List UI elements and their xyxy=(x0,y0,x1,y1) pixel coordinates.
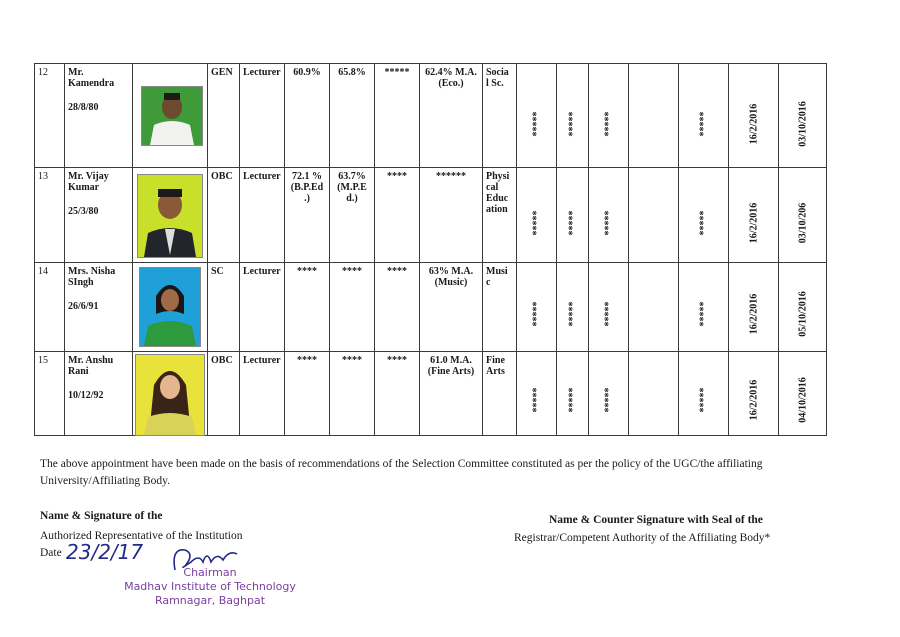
serial-number: 14 xyxy=(35,263,65,352)
date-cell xyxy=(729,64,779,168)
stamp-institute: Madhav Institute of Technology xyxy=(124,580,296,593)
name-cell xyxy=(65,64,133,168)
stars-cell xyxy=(517,64,557,168)
date-cell xyxy=(779,64,827,168)
photo-cell xyxy=(133,263,208,352)
appointment-date: 16/2/2016 xyxy=(748,103,759,145)
stars: ***** xyxy=(698,210,709,236)
left-signature-subtitle: Authorized Representative of the Institution xyxy=(40,530,243,542)
stamp-location: Ramnagar, Baghpat xyxy=(154,594,266,607)
subject: Physi cal Educ ation xyxy=(483,168,517,263)
name-cell xyxy=(65,352,133,436)
stars: ***** xyxy=(567,111,578,137)
stars: ***** xyxy=(698,387,709,413)
joining-date: 03/10/2016 xyxy=(797,100,808,147)
handwritten-date: 23/2/17 xyxy=(66,540,144,564)
stars: ***** xyxy=(567,301,578,327)
dob: 26/6/91 xyxy=(68,301,99,312)
stars: ***** xyxy=(531,301,542,327)
official-stamp xyxy=(120,566,300,608)
date-cell xyxy=(779,168,827,263)
name: Mrs. Nisha SIngh xyxy=(68,266,116,288)
candidate-photo xyxy=(139,267,201,347)
photo-cell xyxy=(133,352,208,436)
appointment-date: 16/2/2016 xyxy=(748,202,759,243)
graduation-score: 60.9% xyxy=(285,64,330,168)
stars: ***** xyxy=(603,301,614,327)
date-label: Date xyxy=(40,547,62,559)
graduation-score: **** xyxy=(285,352,330,436)
other-score: **** xyxy=(375,168,420,263)
stars: ***** xyxy=(698,301,709,327)
subject: Fine Arts xyxy=(483,352,517,436)
joining-date: 05/10/2016 xyxy=(797,291,808,337)
stamp-title: Chairman xyxy=(183,566,237,579)
stars-cell xyxy=(517,352,557,436)
other-score: **** xyxy=(375,263,420,352)
empty-cell xyxy=(629,64,679,168)
qualification: 62.4% M.A. (Eco.) xyxy=(420,64,483,168)
post: Lecturer xyxy=(240,352,285,436)
stars: ***** xyxy=(531,111,542,137)
dob: 10/12/92 xyxy=(68,390,104,401)
serial-number: 13 xyxy=(35,168,65,263)
candidate-photo xyxy=(141,86,203,146)
name-cell xyxy=(65,168,133,263)
date-cell xyxy=(729,168,779,263)
empty-cell xyxy=(629,352,679,436)
qualification: ****** xyxy=(420,168,483,263)
stars-cell xyxy=(517,168,557,263)
date-cell xyxy=(779,263,827,352)
stars-cell xyxy=(679,64,729,168)
other-score: ***** xyxy=(375,64,420,168)
category: OBC xyxy=(208,352,240,436)
right-signature-title: Name & Counter Signature with Seal of the xyxy=(549,514,763,526)
pg-score: **** xyxy=(330,352,375,436)
date-cell xyxy=(729,352,779,436)
staff-table xyxy=(34,63,827,436)
appointment-date: 16/2/2016 xyxy=(748,379,759,421)
pg-score: 63.7% (M.P.E d.) xyxy=(330,168,375,263)
dob: 28/8/80 xyxy=(68,102,99,113)
left-signature-title: Name & Signature of the xyxy=(40,510,163,522)
name: Mr. Vijay Kumar xyxy=(68,171,109,193)
candidate-photo xyxy=(137,174,203,258)
stars-cell xyxy=(589,168,629,263)
stars-cell xyxy=(589,64,629,168)
subject: Socia l Sc. xyxy=(483,64,517,168)
appointment-note: The above appointment have been made on the basis of recommendations of the Selection Committee constituted as per the policy of the UGC/the affiliating University/Affiliating Body. xyxy=(40,458,763,487)
stars: ***** xyxy=(567,387,578,413)
date-cell xyxy=(779,352,827,436)
stars-cell xyxy=(679,263,729,352)
pg-score: 65.8% xyxy=(330,64,375,168)
qualification: 63% M.A. (Music) xyxy=(420,263,483,352)
stars: ***** xyxy=(698,111,709,137)
serial-number: 15 xyxy=(35,352,65,436)
other-score: **** xyxy=(375,352,420,436)
name: Mr. Anshu Rani xyxy=(68,355,114,377)
table-row xyxy=(35,263,827,352)
joining-date: 04/10/2016 xyxy=(797,377,808,423)
stars-cell xyxy=(557,168,589,263)
stars: ***** xyxy=(603,111,614,137)
photo-cell xyxy=(133,168,208,263)
serial-number: 12 xyxy=(35,64,65,168)
post: Lecturer xyxy=(240,168,285,263)
table-row xyxy=(35,352,827,436)
stars-cell xyxy=(679,168,729,263)
candidate-photo xyxy=(135,354,205,436)
stars: ***** xyxy=(531,210,542,236)
stars: ***** xyxy=(531,387,542,413)
empty-cell xyxy=(629,263,679,352)
category: GEN xyxy=(208,64,240,168)
category: SC xyxy=(208,263,240,352)
empty-cell xyxy=(629,168,679,263)
name: Mr. Kamendra xyxy=(68,67,115,89)
table-row xyxy=(35,64,827,168)
graduation-score: **** xyxy=(285,263,330,352)
category: OBC xyxy=(208,168,240,263)
photo-cell xyxy=(133,64,208,168)
post: Lecturer xyxy=(240,263,285,352)
appointment-date: 16/2/2016 xyxy=(748,293,759,335)
stars: ***** xyxy=(603,210,614,236)
name-cell xyxy=(65,263,133,352)
right-signature-subtitle: Registrar/Competent Authority of the Affiliating Body* xyxy=(514,532,771,544)
stars: ***** xyxy=(603,387,614,413)
stars-cell xyxy=(679,352,729,436)
stars-cell xyxy=(557,64,589,168)
post: Lecturer xyxy=(240,64,285,168)
graduation-score: 72.1 % (B.P.Ed .) xyxy=(285,168,330,263)
stars-cell xyxy=(557,352,589,436)
stars-cell xyxy=(557,263,589,352)
stars-cell xyxy=(517,263,557,352)
stars-cell xyxy=(589,263,629,352)
stars-cell xyxy=(589,352,629,436)
pg-score: **** xyxy=(330,263,375,352)
table-row xyxy=(35,168,827,263)
dob: 25/3/80 xyxy=(68,206,99,217)
joining-date: 03/10/206 xyxy=(797,202,808,243)
qualification: 61.0 M.A. (Fine Arts) xyxy=(420,352,483,436)
date-cell xyxy=(729,263,779,352)
stars: ***** xyxy=(567,210,578,236)
subject: Musi c xyxy=(483,263,517,352)
